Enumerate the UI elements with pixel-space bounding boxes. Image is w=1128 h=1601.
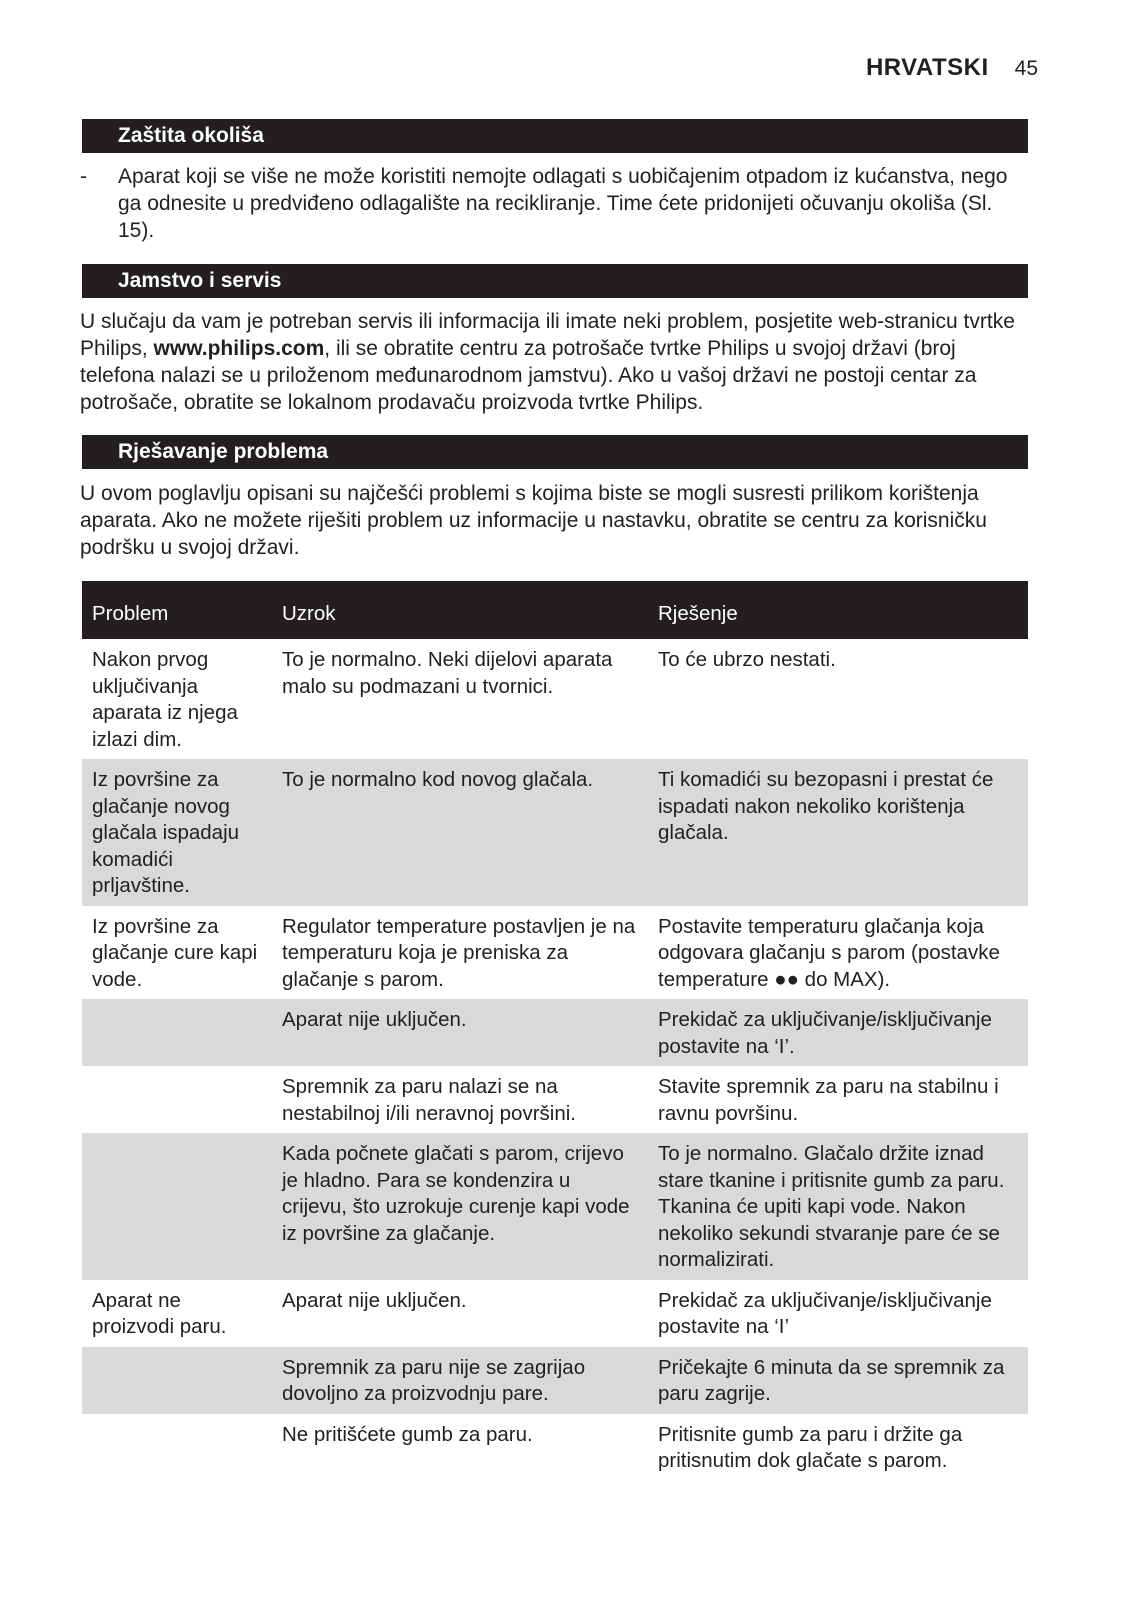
table-row — [82, 1414, 1028, 1481]
table-row — [82, 1347, 1028, 1414]
problem-cell: Aparat ne proizvodi paru. — [92, 1288, 227, 1338]
guarantee-text-before: U slučaju da vam je potreban servis ili informacija ili imate neki problem, posjetite web-stranicu tvrtke Philips, — [80, 310, 1015, 360]
solution-cell: Prekidač za uključivanje/isključivanje postavite na ‘I’ — [658, 1288, 992, 1338]
column-header-problem: Problem — [82, 581, 272, 639]
solution-cell: Ti komadići su bezopasni i prestat će ispadati nakon nekoliko korištenja glačala. — [648, 759, 1028, 906]
table-row — [82, 639, 1028, 759]
guarantee-text-after: , ili se obratite centru za potrošače tvrtke Philips u svojoj državi (broj telefona nalazi se u priloženom međunarodnom jamstvu). Ako u vašoj državi ne postoji centar za potrošače, obratite se lokalnom prodavaču proizvoda tvrtke Philips. — [80, 337, 977, 414]
problem-cell: Nakon prvog uključivanja aparata iz njega izlazi dim. — [92, 648, 238, 751]
cause-cell: Aparat nije uključen. — [282, 1288, 467, 1312]
solution-cell: Pričekajte 6 minuta da se spremnik za paru zagrije. — [648, 1347, 1028, 1414]
table-row — [82, 999, 1028, 1066]
cause-cell: Spremnik za paru nije se zagrijao dovoljno za proizvodnju pare. — [272, 1347, 648, 1414]
section-heading-environment: Zaštita okoliša — [82, 119, 1028, 153]
problem-cell — [82, 1414, 272, 1481]
cause-cell: Aparat nije uključen. — [272, 999, 648, 1066]
section-heading-troubleshooting: Rješavanje problema — [82, 435, 1028, 469]
table-row — [82, 759, 1028, 906]
bullet-dash: - — [80, 165, 87, 188]
language-label: HRVATSKI — [865, 54, 989, 81]
cause-cell: To je normalno kod novog glačala. — [272, 759, 648, 906]
problem-cell — [82, 999, 272, 1066]
cause-cell: Ne pritišćete gumb za paru. — [282, 1422, 533, 1446]
solution-cell: Prekidač za uključivanje/isključivanje postavite na ‘I’. — [648, 999, 1028, 1066]
solution-cell: Postavite temperaturu glačanja koja odgovara glačanju s parom (postavke temperature ●● do MAX). — [658, 914, 1000, 991]
problem-cell: Iz površine za glačanje novog glačala ispadaju komadići prljavštine. — [82, 759, 272, 906]
table-row — [82, 1066, 1028, 1133]
cause-cell: Spremnik za paru nalazi se na nestabilnoj i/ili neravnoj površini. — [282, 1075, 576, 1125]
page-number: 45 — [1014, 57, 1038, 80]
page-header — [866, 54, 1038, 82]
cause-cell: Regulator temperature postavljen je na temperaturu koja je preniska za glačanje s parom. — [282, 914, 636, 991]
environment-paragraph — [80, 163, 1030, 244]
column-header-solution: Rješenje — [648, 581, 1028, 639]
table-header-row — [82, 581, 1028, 639]
table-row — [82, 1133, 1028, 1280]
troubleshooting-intro: U ovom poglavlju opisani su najčešći problemi s kojima biste se mogli susresti prilikom korištenja aparata. Ako ne možete riješiti problem uz informacije u nastavku, obratite se centru za korisničku podršku u svojoj državi. — [80, 482, 987, 559]
troubleshooting-table — [82, 581, 1028, 1481]
solution-cell: To će ubrzo nestati. — [658, 648, 836, 671]
column-header-cause: Uzrok — [272, 581, 648, 639]
cause-cell: To je normalno. Neki dijelovi aparata malo su podmazani u tvornici. — [282, 648, 613, 698]
table-row — [82, 906, 1028, 1000]
problem-cell — [82, 1066, 272, 1133]
section-heading-guarantee: Jamstvo i servis — [82, 264, 1028, 298]
philips-website-link[interactable]: www.philips.com — [153, 337, 325, 360]
cause-cell: Kada počnete glačati s parom, crijevo je hladno. Para se kondenzira u crijevu, što uzrokuje curenje kapi vode iz površine za glačanje. — [272, 1133, 648, 1280]
problem-cell: Iz površine za glačanje cure kapi vode. — [92, 914, 258, 991]
guarantee-paragraph — [80, 308, 1030, 416]
table-row — [82, 1280, 1028, 1347]
environment-text: Aparat koji se više ne može koristiti nemojte odlagati s uobičajenim otpadom iz kućanstva, nego ga odnesite u predviđeno odlagalište na recikliranje. Time ćete pridonijeti očuvanju okoliša (Sl. 15). — [118, 165, 1008, 242]
solution-cell: Pritisnite gumb za paru i držite ga pritisnutim dok glačate s parom. — [658, 1422, 963, 1472]
problem-cell — [82, 1133, 272, 1280]
solution-cell: Stavite spremnik za paru na stabilnu i ravnu površinu. — [658, 1075, 999, 1125]
solution-cell: To je normalno. Glačalo držite iznad stare tkanine i pritisnite gumb za paru. Tkanina će upiti kapi vode. Nakon nekoliko sekundi stvaranje pare će se normalizirati. — [648, 1133, 1028, 1280]
table-body — [82, 639, 1028, 1481]
problem-cell — [82, 1347, 272, 1414]
